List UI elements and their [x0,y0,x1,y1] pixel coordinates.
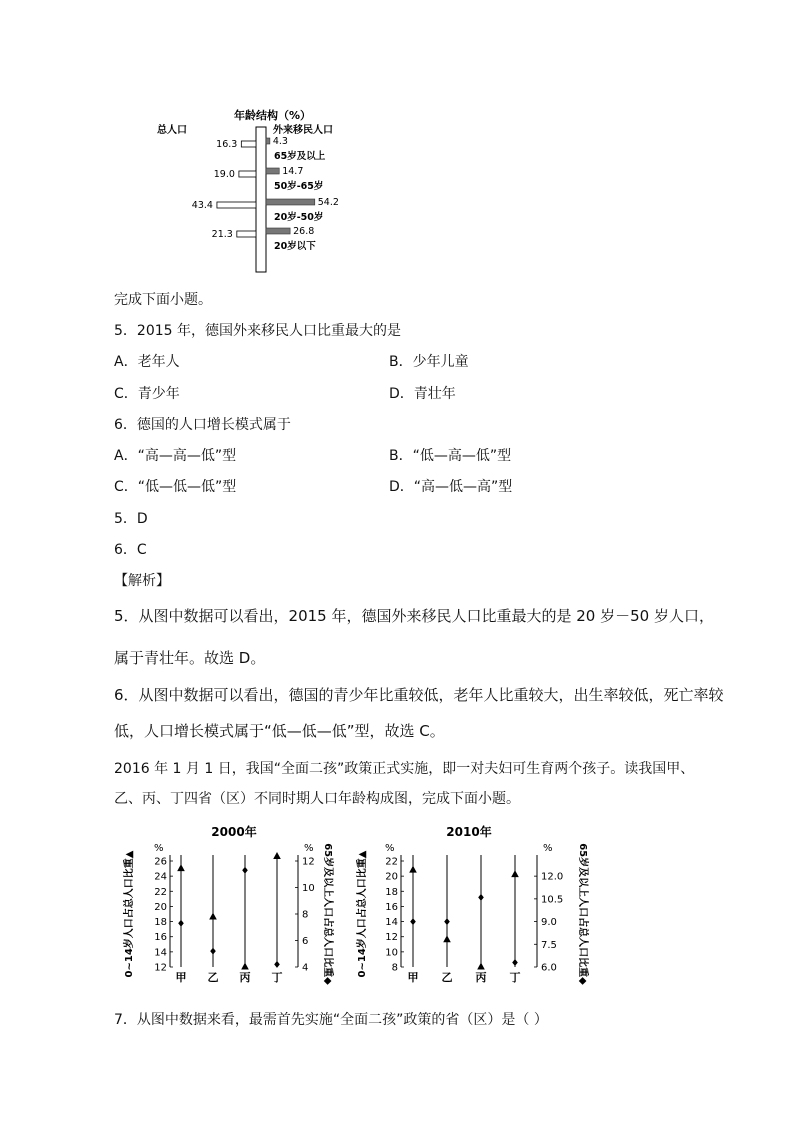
category-label: 乙 [441,971,453,984]
young-triangle-marker [209,913,217,920]
left-tick-label: 20 [385,871,398,883]
right-axis-label: 65岁及以上人口占总人口比重◆ [322,843,333,985]
explanation-5-line-1: 5．从图中数据可以看出，2015 年，德国外来移民人口比重最大的是 20 岁－50 岁人口， [114,607,714,625]
age-group-label: 20岁以下 [274,241,316,252]
chart-2010 [355,815,595,995]
left-tick-label: 22 [154,886,167,898]
answer-5: 5．D [114,511,148,527]
right-unit: % [543,843,553,854]
intro-2-line-2: 乙、丙、丁四省（区）不同时期人口年龄构成图，完成下面小题。 [114,791,520,807]
migrant-bar [266,168,279,174]
total-value-label: 16.3 [216,139,238,150]
intro-line: 完成下面小题。 [114,292,212,308]
old-diamond-marker [512,959,518,966]
central-axis-bar [256,127,266,272]
right-axis-label: 65岁及以上人口占总人口比重◆ [577,843,588,985]
total-value-label: 21.3 [211,229,233,240]
young-triangle-marker [511,870,519,877]
question-6: 6．德国的人口增长模式属于 [114,417,291,433]
q6-option-a: A．“高—高—低”型 [114,448,237,464]
q6-option-d: D．“高—低—高”型 [389,479,513,495]
migrant-bar [266,138,270,144]
young-triangle-marker [177,864,185,871]
migrant-population-label: 外来移民人口 [273,125,333,136]
age-structure-title: 年龄结构（%） [234,109,312,122]
chart-title: 2000年 [211,825,257,839]
right-tick-label: 4 [302,962,309,974]
left-tick-label: 12 [154,962,167,974]
age-structure-figure [140,100,400,275]
category-label: 甲 [175,971,187,984]
chart-2000 [120,815,350,995]
right-tick-label: 12 [302,856,315,868]
total-population-label: 总人口 [157,125,187,136]
right-tick-label: 7.5 [541,939,557,951]
total-bar [237,231,256,237]
total-value-label: 19.0 [213,169,235,180]
right-tick-label: 6.0 [541,962,557,974]
left-unit: % [154,843,164,854]
old-diamond-marker [478,894,484,901]
right-tick-label: 8 [302,909,309,921]
age-group-label: 50岁-65岁 [274,181,324,192]
q6-option-c: C．“低—低—低”型 [114,479,237,495]
left-axis-label: 0~14岁人口占总人口比重▲ [124,850,135,978]
migrant-bar [266,228,290,234]
category-label: 丙 [475,971,487,984]
young-triangle-marker [273,852,281,859]
category-label: 甲 [407,971,419,984]
age-group-label: 65岁及以上 [274,151,326,162]
intro-2-line-1: 2016 年 1 月 1 日，我国“全面二孩”政策正式实施，即一对夫妇可生育两个孩子。读我国甲、 [114,761,695,777]
right-tick-label: 10.5 [541,894,564,906]
q5-option-c: C．青少年 [114,386,180,402]
category-label: 丙 [239,971,251,984]
left-tick-label: 24 [154,871,167,883]
left-tick-label: 26 [154,856,167,868]
young-triangle-marker [477,963,485,970]
category-label: 丁 [509,971,521,984]
explanation-6-line-1: 6．从图中数据可以看出，德国的青少年比重较低，老年人比重较大，出生率较低，死亡率较 [114,686,724,704]
right-unit: % [304,843,314,854]
left-tick-label: 14 [385,917,398,929]
chart-title: 2010年 [446,825,492,839]
left-tick-label: 20 [154,901,167,913]
old-diamond-marker [178,920,184,927]
question-5: 5．2015 年，德国外来移民人口比重最大的是 [114,323,401,339]
left-tick-label: 16 [385,901,398,913]
migrant-value-label: 26.8 [293,226,315,237]
migrant-value-label: 14.7 [282,166,304,177]
total-bar [217,202,256,208]
q6-option-b: B．“低—高—低”型 [389,448,512,464]
category-label: 丁 [271,971,283,984]
old-diamond-marker [410,918,416,925]
total-bar [241,141,256,147]
q5-option-d: D．青壮年 [389,386,456,402]
left-axis-label: 0~14岁人口占总人口比重▲ [357,850,368,978]
old-diamond-marker [242,867,248,874]
total-bar [239,171,256,177]
left-tick-label: 16 [154,932,167,944]
migrant-value-label: 4.3 [272,136,288,147]
q5-option-b: B．少年儿童 [389,354,469,370]
left-tick-label: 8 [391,962,398,974]
right-tick-label: 6 [302,936,309,947]
explanation-5-line-2: 属于青壮年。故选 D。 [114,649,266,667]
old-diamond-marker [444,918,450,925]
left-tick-label: 18 [154,917,167,929]
total-value-label: 43.4 [191,200,213,211]
category-label: 乙 [207,971,219,984]
left-unit: % [385,843,395,854]
right-tick-label: 9.0 [541,917,557,929]
migrant-value-label: 54.2 [317,197,339,208]
answer-6: 6．C [114,542,147,558]
question-7: 7．从图中数据来看，最需首先实施“全面二孩”政策的省（区）是（ ） [114,1012,548,1028]
young-triangle-marker [409,866,417,873]
migrant-bar [266,199,315,205]
explanation-6-line-2: 低，人口增长模式属于“低—低—低”型，故选 C。 [114,722,445,740]
young-triangle-marker [241,963,249,970]
right-tick-label: 12.0 [541,871,564,883]
young-triangle-marker [443,935,451,942]
old-diamond-marker [210,948,216,955]
left-tick-label: 12 [385,932,398,944]
analysis-heading: 【解析】 [114,573,170,589]
old-diamond-marker [274,961,280,968]
q5-option-a: A．老年人 [114,354,180,370]
left-tick-label: 10 [385,947,398,959]
right-tick-label: 10 [302,883,315,894]
left-tick-label: 14 [154,947,167,959]
age-group-label: 20岁-50岁 [274,212,324,223]
left-tick-label: 18 [385,886,398,898]
left-tick-label: 22 [385,856,398,868]
